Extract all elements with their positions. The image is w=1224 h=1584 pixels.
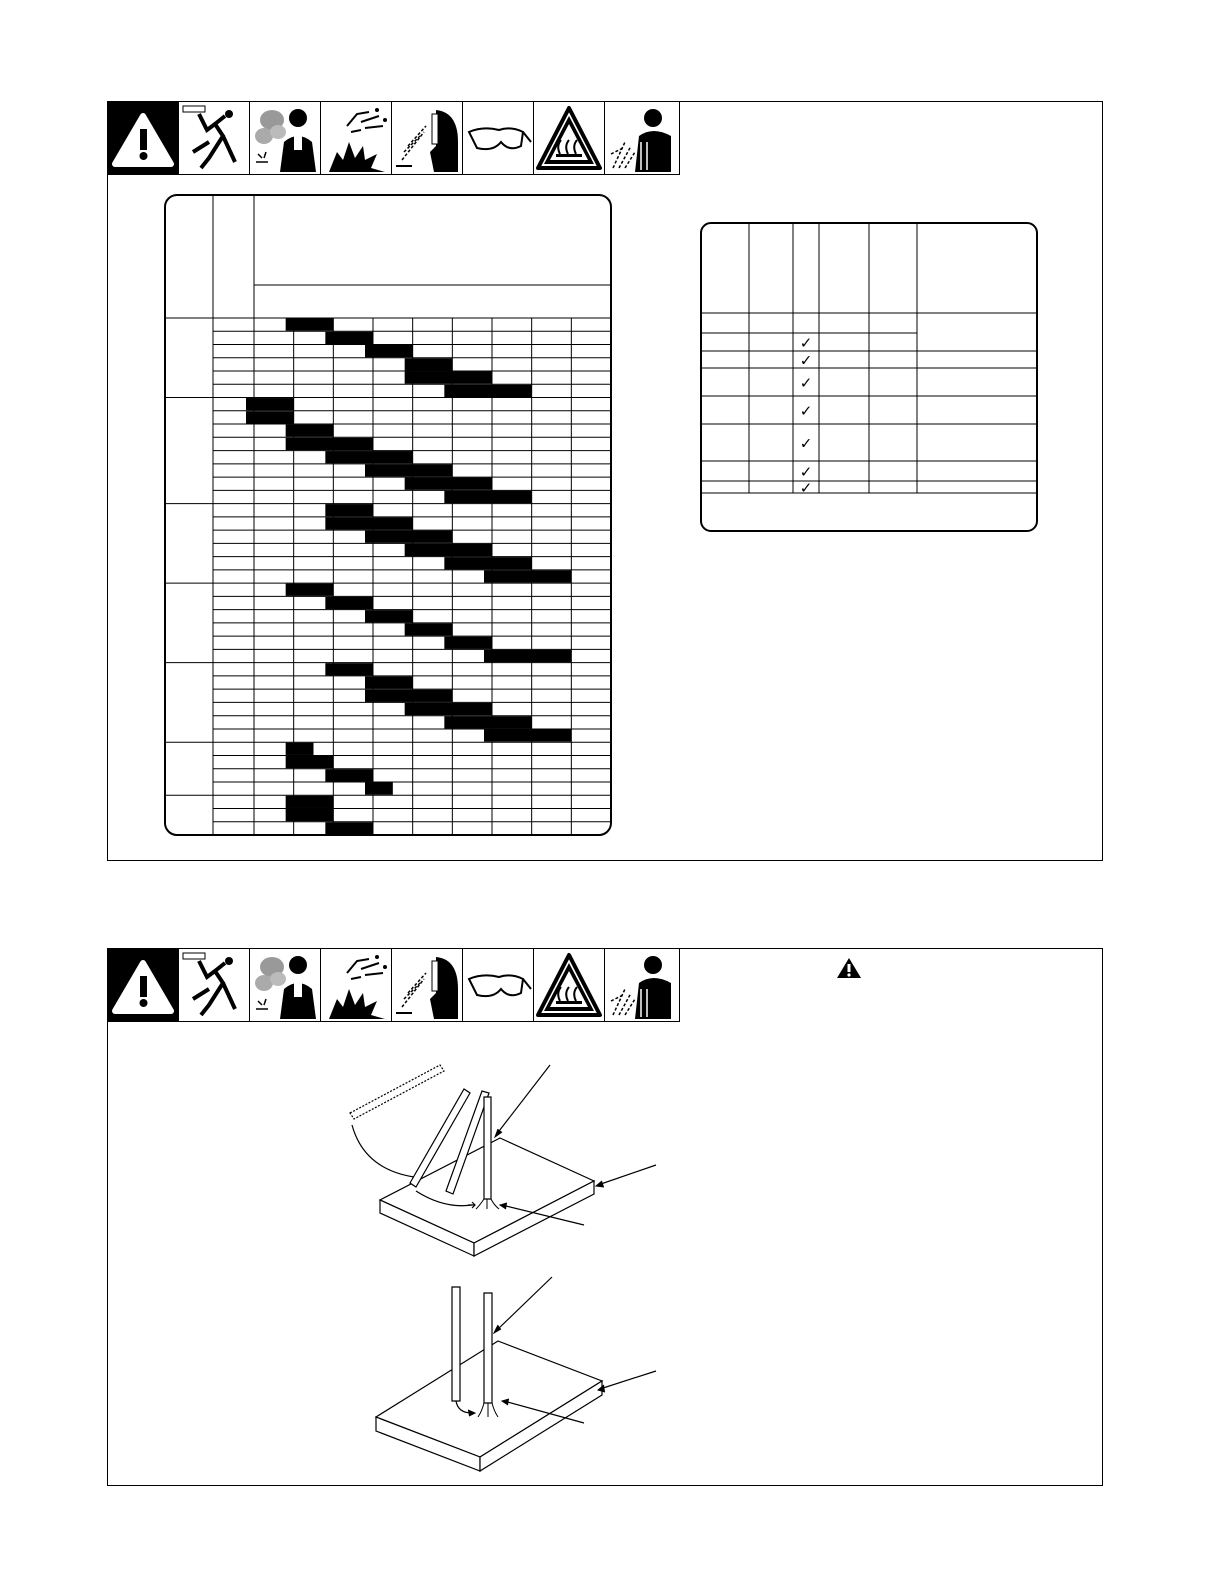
range-bar bbox=[286, 438, 373, 450]
check-mark: ✓ bbox=[799, 402, 813, 420]
range-bar bbox=[286, 319, 334, 331]
check-mark: ✓ bbox=[799, 334, 813, 352]
range-bar bbox=[286, 756, 334, 768]
range-bar bbox=[325, 597, 373, 609]
scratch-start-illustration bbox=[344, 1059, 674, 1269]
range-bar bbox=[365, 690, 452, 702]
fumes-gases-icon bbox=[250, 949, 321, 1021]
range-bar bbox=[325, 517, 412, 529]
range-bar bbox=[325, 504, 373, 516]
range-bar bbox=[484, 650, 571, 662]
flying-sparks-body-icon bbox=[605, 102, 676, 174]
range-bar bbox=[405, 358, 453, 370]
safety-glasses-icon bbox=[463, 949, 534, 1021]
hot-surface-icon bbox=[534, 949, 605, 1021]
electric-shock-icon bbox=[179, 102, 250, 174]
range-bar bbox=[444, 385, 531, 397]
range-bar bbox=[286, 584, 334, 596]
striking-arc-section bbox=[107, 948, 1103, 1486]
range-bar bbox=[365, 531, 452, 543]
range-bar bbox=[286, 809, 334, 821]
range-bar bbox=[246, 411, 294, 423]
range-bar bbox=[286, 425, 334, 437]
range-bar bbox=[484, 570, 571, 582]
tapping-start-illustration bbox=[344, 1273, 674, 1483]
check-mark: ✓ bbox=[799, 463, 813, 481]
arc-sparks-explosion-icon bbox=[321, 102, 392, 174]
arc-rays-helmet-icon bbox=[392, 949, 463, 1021]
check-mark: ✓ bbox=[799, 434, 813, 453]
warning-triangle-icon bbox=[836, 957, 862, 979]
check-mark: ✓ bbox=[799, 479, 813, 497]
range-bar bbox=[325, 332, 373, 344]
range-bar bbox=[365, 676, 413, 688]
range-bar bbox=[365, 345, 413, 357]
arc-rays-helmet-icon bbox=[392, 102, 463, 174]
range-bar bbox=[405, 372, 492, 384]
safety-alert-icon bbox=[108, 102, 179, 174]
safety-glasses-icon bbox=[463, 102, 534, 174]
fumes-gases-icon bbox=[250, 102, 321, 174]
hazard-symbol-bar-2 bbox=[108, 949, 680, 1022]
range-bar bbox=[325, 822, 373, 834]
electrode-selection-section bbox=[107, 101, 1103, 861]
hot-surface-icon bbox=[534, 102, 605, 174]
hazard-symbol-bar bbox=[108, 102, 680, 175]
range-bar bbox=[405, 544, 492, 556]
safety-alert-icon bbox=[108, 949, 179, 1021]
range-bar bbox=[365, 610, 413, 622]
range-bar bbox=[444, 557, 531, 569]
range-bar bbox=[286, 796, 334, 808]
range-bar bbox=[365, 782, 393, 794]
range-bar bbox=[246, 398, 294, 410]
arc-sparks-explosion-icon bbox=[321, 949, 392, 1021]
range-bar bbox=[444, 491, 531, 503]
range-bar bbox=[325, 451, 412, 463]
range-bar bbox=[444, 637, 492, 649]
electrode-table bbox=[699, 221, 1040, 533]
range-bar bbox=[405, 478, 492, 490]
amperage-range-chart bbox=[163, 193, 613, 837]
range-bar bbox=[444, 716, 531, 728]
range-bar bbox=[325, 769, 373, 781]
range-bar bbox=[325, 663, 373, 675]
flying-sparks-body-icon bbox=[605, 949, 676, 1021]
range-bar bbox=[365, 464, 452, 476]
range-bar bbox=[405, 703, 492, 715]
range-bar bbox=[286, 743, 314, 755]
range-bar bbox=[405, 623, 453, 635]
check-mark: ✓ bbox=[799, 351, 813, 370]
check-mark: ✓ bbox=[799, 374, 813, 392]
electric-shock-icon bbox=[179, 949, 250, 1021]
range-bar bbox=[484, 729, 571, 741]
